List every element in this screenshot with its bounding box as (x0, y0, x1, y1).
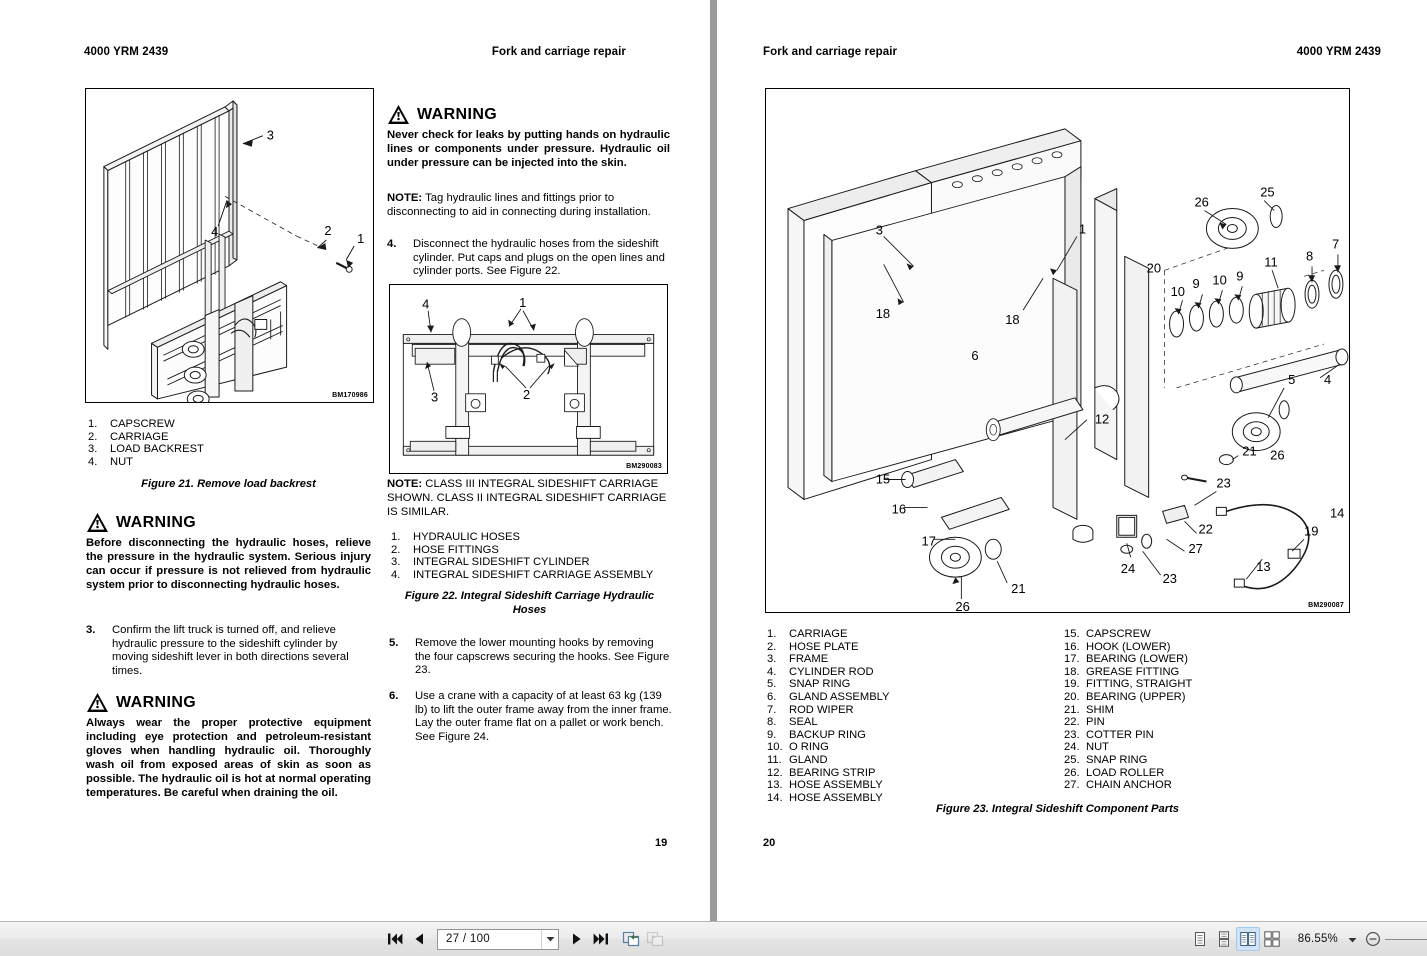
part-name: CAPSCREW (1086, 628, 1151, 640)
part-name: INTEGRAL SIDESHIFT CYLINDER (413, 556, 590, 569)
warning-text: Never check for leaks by putting hands on hydraulic lines or components under pressure. Hydraulic oil under pressure can be injected into the skin. (387, 129, 670, 169)
figure-22-parts-list (389, 531, 672, 581)
part-number: 10. (767, 741, 783, 754)
part-name: LOAD BACKREST (110, 443, 204, 456)
step-number: 3. (86, 624, 96, 636)
warning-header (86, 512, 371, 533)
part-name: CYLINDER ROD (789, 665, 874, 678)
figure-22-drawing (390, 285, 667, 473)
part-number: 18. (1064, 665, 1080, 678)
figure-23-callout-21: 21 (1011, 581, 1026, 597)
zoom-out-button[interactable] (1361, 927, 1385, 951)
part-number: 4. (767, 665, 777, 678)
next-page-icon (570, 932, 584, 946)
step-text: Confirm the lift truck is turned off, and relieve hydraulic pressure to the sideshift cylinder by moving sideshift lever in both directions several times. (112, 624, 349, 678)
page-number-left: 19 (655, 837, 668, 849)
figure-23-callout-18: 18 (875, 306, 891, 322)
figure-23-callout-6-leader: 6 (971, 347, 979, 363)
part-name: CARRIAGE (110, 430, 169, 443)
figure-22-caption: Figure 22. Integral Sideshift Carriage Hydraulic Hoses (404, 590, 655, 616)
parts-list-item (1062, 691, 1352, 704)
parts-list-item (86, 456, 366, 469)
first-page-icon (387, 932, 403, 946)
figure-23-callout-23b: 23 (1162, 571, 1177, 587)
previous-view-button[interactable] (619, 927, 643, 951)
part-number: 9. (767, 728, 777, 741)
continuous-scroll-view-icon (1216, 931, 1232, 947)
part-number: 17. (1064, 653, 1080, 666)
procedure-step-3 (86, 624, 371, 679)
figure-21-callout-2: 2 (324, 223, 332, 239)
warning-block-hydraulic-pressure (86, 512, 371, 593)
parts-list-item (389, 556, 672, 569)
page-number-right: 20 (763, 837, 776, 849)
part-name: O RING (789, 741, 829, 754)
part-name: GLAND (789, 753, 828, 766)
figure-22-callout-2: 2 (523, 386, 531, 402)
part-number: 13. (767, 779, 783, 792)
parts-list-item (1062, 779, 1352, 792)
part-name: COTTER PIN (1086, 728, 1154, 741)
figure-23-callout-7: 7 (1331, 236, 1340, 252)
page-header-left-section-title: Fork and carriage repair (491, 46, 626, 58)
page-number-value: 27 / 100 (446, 933, 490, 945)
part-name: FRAME (789, 653, 829, 666)
part-number: 6. (767, 690, 777, 703)
parts-list-item (765, 641, 1055, 654)
figure-23-callout-3: 3 (875, 222, 883, 238)
viewer-toolbar (0, 921, 1427, 956)
page-navigation-group (383, 927, 667, 951)
document-page-right[interactable] (717, 0, 1427, 921)
figure-23-callout-11: 11 (1264, 254, 1278, 270)
parts-list-item (1062, 729, 1352, 742)
part-name: BEARING (LOWER) (1086, 653, 1188, 666)
part-number: 27. (1064, 779, 1080, 792)
part-number: 3. (88, 443, 98, 456)
note-label: NOTE: (387, 478, 423, 490)
warning-block-protective-equipment (86, 692, 371, 800)
part-number: 24. (1064, 741, 1080, 754)
last-page-icon (593, 932, 609, 946)
part-number: 7. (767, 703, 777, 716)
note-block-tag-hoses (387, 192, 670, 220)
part-name: SNAP RING (1086, 753, 1148, 766)
figure-23-callout-20: 20 (1146, 260, 1162, 276)
figure-23-callout-26c: 26 (1270, 447, 1285, 463)
parts-list-item (765, 653, 1055, 666)
parts-list-item (1062, 678, 1352, 691)
parts-list-item (765, 628, 1055, 641)
part-name: BACKUP RING (789, 728, 866, 741)
part-name: GLAND ASSEMBLY (789, 690, 890, 703)
two-page-continuous-view-button[interactable] (1260, 927, 1284, 951)
single-page-view-button[interactable] (1188, 927, 1212, 951)
part-number: 3. (391, 556, 401, 569)
part-name: HOSE ASSEMBLY (789, 779, 883, 792)
figure-21-drawing-id: BM170986 (332, 392, 368, 399)
figure-23-callout-23: 23 (1216, 475, 1231, 491)
parts-list-item (765, 754, 1055, 767)
previous-view-icon (622, 931, 640, 947)
parts-list-item (1062, 716, 1352, 729)
figure-23-callout-10b: 10 (1212, 272, 1227, 288)
part-number: 2. (88, 430, 98, 443)
figure-23-callout-12: 12 (1094, 411, 1110, 427)
figure-23-callout-10: 10 (1170, 284, 1185, 300)
figure-21-callout-1: 1 (357, 231, 365, 247)
previous-page-button[interactable] (407, 927, 431, 951)
warning-triangle-icon (86, 692, 109, 713)
figure-22-callout-3: 3 (431, 389, 439, 405)
step-text: Remove the lower mounting hooks by removing the four capscrews securing the hooks. See Figure 23. (415, 637, 670, 677)
parts-list-item (765, 691, 1055, 704)
part-name: FITTING, STRAIGHT (1086, 678, 1193, 691)
figure-23-caption: Figure 23. Integral Sideshift Component Parts (935, 803, 1180, 815)
figure-21-callout-4: 4 (211, 224, 219, 240)
part-number: 5. (767, 678, 777, 691)
figure-21-illustration (85, 88, 374, 403)
step-number: 6. (389, 690, 399, 702)
part-name: HOSE FITTINGS (413, 543, 499, 556)
parts-list-item (765, 666, 1055, 679)
figure-23-callout-14: 14 (1329, 505, 1345, 521)
part-number: 15. (1064, 628, 1080, 640)
figure-23-callout-8: 8 (1306, 248, 1314, 264)
chevron-down-icon[interactable] (541, 930, 558, 949)
parts-list-item (765, 767, 1055, 780)
parts-list-item (1062, 754, 1352, 767)
parts-list-item (389, 569, 672, 582)
part-number: 11. (767, 753, 782, 766)
part-name: ROD WIPER (789, 703, 854, 716)
figure-23-callout-19: 19 (1304, 523, 1319, 539)
page-header-right-manual-number: 4000 YRM 2439 (1296, 46, 1381, 58)
part-name: LOAD ROLLER (1086, 766, 1165, 779)
parts-list-item (1062, 628, 1352, 641)
warning-text: Before disconnecting the hydraulic hoses, relieve the pressure in the hydraulic system. Serious injury can occur if pressure is not relieved from hydraulic system prior to disconnecting hydraulic hoses. (86, 537, 371, 591)
part-number: 23. (1064, 728, 1080, 741)
figure-23-parts-list-column-2 (1062, 628, 1352, 792)
single-page-view-icon (1192, 931, 1208, 947)
warning-triangle-icon (387, 104, 410, 125)
warning-header (86, 692, 371, 713)
zoom-level-value: 86.55% (1297, 933, 1338, 945)
part-name: HOSE PLATE (789, 640, 859, 653)
document-page-left[interactable] (0, 0, 710, 921)
figure-23-callout-4: 4 (1323, 371, 1332, 387)
procedure-step-4 (387, 238, 670, 279)
last-page-button[interactable] (589, 927, 613, 951)
part-number: 1. (767, 628, 777, 640)
warning-header (387, 104, 670, 125)
figure-22-drawing-id: BM290083 (626, 463, 662, 470)
parts-list-item (1062, 704, 1352, 717)
part-name: HOOK (LOWER) (1086, 640, 1171, 653)
figure-23-callout-26: 26 (955, 599, 970, 612)
note-label: NOTE: (387, 192, 423, 204)
step-number: 5. (389, 637, 399, 649)
parts-list-item (389, 544, 672, 557)
two-page-continuous-view-icon (1264, 931, 1280, 947)
figure-23-callout-18b: 18 (1005, 312, 1020, 328)
figure-23-parts-list-column-1 (765, 628, 1055, 804)
figure-23-callout-24: 24 (1120, 561, 1136, 577)
part-number: 19. (1064, 678, 1080, 691)
parts-list-item (86, 418, 366, 431)
part-name: BEARING STRIP (789, 766, 876, 779)
part-name: SHIM (1086, 703, 1114, 716)
step-text: Disconnect the hydraulic hoses from the sideshift cylinder. Put caps and plugs on the open lines and cylinder ports. See Figure 22. (413, 238, 665, 278)
parts-list-item (765, 741, 1055, 754)
parts-list-item (1062, 767, 1352, 780)
page-header-left-manual-number: 4000 YRM 2439 (84, 46, 169, 58)
figure-23-drawing-id: BM290087 (1308, 602, 1344, 609)
part-name: HYDRAULIC HOSES (413, 531, 520, 543)
procedure-step-6 (389, 690, 672, 745)
part-name: CARRIAGE (789, 628, 848, 640)
part-number: 4. (88, 455, 98, 468)
part-number: 4. (391, 568, 401, 581)
figure-23-callout-22: 22 (1198, 521, 1213, 537)
warning-label: WARNING (116, 693, 197, 711)
page-header-right-section-title: Fork and carriage repair (763, 46, 898, 58)
note-text: CLASS III INTEGRAL SIDESHIFT CARRIAGE SHOWN. CLASS II INTEGRAL SIDESHIFT CARRIAGE IS SIMILAR. (387, 478, 667, 518)
figure-21-caption: Figure 21. Remove load backrest (141, 478, 316, 490)
parts-list-item (86, 431, 366, 444)
figure-23-callout-25: 25 (1260, 184, 1275, 200)
figure-23-callout-5: 5 (1288, 371, 1296, 387)
parts-list-item (389, 531, 672, 544)
parts-list-item (1062, 666, 1352, 679)
figure-22-note (387, 478, 670, 519)
parts-list-item (765, 678, 1055, 691)
parts-list-item (765, 716, 1055, 729)
next-view-button[interactable] (643, 927, 667, 951)
warning-label: WARNING (116, 513, 197, 531)
figure-22-illustration (389, 284, 668, 474)
two-page-view-button[interactable] (1236, 927, 1260, 951)
page-gutter (710, 0, 717, 921)
page-number-input[interactable] (437, 929, 559, 950)
figure-23-callout-27: 27 (1188, 541, 1203, 557)
figure-22-callout-4: 4 (422, 296, 430, 312)
next-page-button[interactable] (565, 927, 589, 951)
part-number: 8. (767, 716, 777, 729)
continuous-scroll-view-button[interactable] (1212, 927, 1236, 951)
part-name: CAPSCREW (110, 418, 175, 430)
part-name: NUT (1086, 741, 1109, 754)
warning-label: WARNING (417, 105, 498, 123)
figure-23-callout-16: 16 (891, 501, 907, 517)
parts-list-item (86, 443, 366, 456)
figure-23-drawing (766, 89, 1349, 612)
warning-triangle-icon (86, 512, 109, 533)
figure-23-callout-13: 13 (1256, 559, 1271, 575)
figure-23-callout-9: 9 (1192, 276, 1200, 292)
note-text: Tag hydraulic lines and fittings prior to disconnecting to aid in connecting during installation. (387, 192, 651, 218)
figure-23-callout-26b: 26 (1194, 194, 1209, 210)
part-number: 3. (767, 653, 777, 666)
part-number: 2. (391, 543, 401, 556)
two-page-view-icon (1240, 931, 1256, 947)
parts-list-item (1062, 741, 1352, 754)
part-name: INTEGRAL SIDESHIFT CARRIAGE ASSEMBLY (413, 568, 654, 581)
previous-page-icon (412, 932, 426, 946)
part-name: SEAL (789, 716, 818, 729)
zoom-dropdown-chevron-icon[interactable] (1348, 930, 1357, 948)
next-view-icon (646, 931, 664, 947)
figure-21-drawing (86, 89, 373, 402)
part-number: 1. (88, 418, 98, 430)
figure-23-illustration (765, 88, 1350, 613)
zoom-slider-track[interactable] (1385, 939, 1427, 940)
step-text: Use a crane with a capacity of at least 63 kg (139 lb) to lift the outer frame away from the inner frame. Lay the outer frame flat on a pallet or work bench. See Figure 24. (415, 690, 672, 744)
part-number: 25. (1064, 753, 1080, 766)
part-number: 12. (767, 766, 783, 779)
part-name: NUT (110, 455, 133, 468)
parts-list-item (765, 729, 1055, 742)
figure-23-callout-9b: 9 (1236, 268, 1244, 284)
figure-22-callout-1: 1 (519, 294, 527, 310)
view-and-zoom-group (1188, 927, 1427, 951)
figure-21-parts-list (86, 418, 366, 468)
first-page-button[interactable] (383, 927, 407, 951)
parts-list-item (1062, 641, 1352, 654)
part-number: 16. (1064, 640, 1080, 653)
part-name: BEARING (UPPER) (1086, 690, 1186, 703)
step-number: 4. (387, 238, 397, 250)
part-name: CHAIN ANCHOR (1086, 779, 1172, 792)
warning-text: Always wear the proper protective equipment including eye protection and petroleum-resistant gloves when handling hydraulic oil. Thoroughly wash oil from exposed areas of skin as soon as possible. The hydraulic oil is hot at normal operating temperatures. Be careful when draining the oil. (86, 717, 371, 799)
parts-list-item (765, 779, 1055, 792)
figure-23-callout-15: 15 (875, 471, 891, 487)
parts-list-item (765, 704, 1055, 717)
part-number: 1. (391, 531, 401, 543)
part-name: HOSE ASSEMBLY (789, 791, 883, 804)
part-number: 20. (1064, 690, 1080, 703)
part-number: 2. (767, 640, 777, 653)
part-name: SNAP RING (789, 678, 851, 691)
part-number: 22. (1064, 716, 1080, 729)
part-number: 14. (767, 791, 783, 804)
warning-block-leak-check (387, 104, 670, 171)
part-number: 21. (1064, 703, 1080, 716)
parts-list-item (1062, 653, 1352, 666)
zoom-out-icon (1365, 931, 1381, 947)
part-name: PIN (1086, 716, 1105, 729)
figure-23-callout-17: 17 (921, 533, 936, 549)
figure-23-callout-1: 1 (1078, 221, 1087, 237)
figure-21-callout-3: 3 (266, 127, 274, 143)
part-name: GREASE FITTING (1086, 665, 1180, 678)
part-number: 26. (1064, 766, 1080, 779)
figure-23-callout-21b: 21 (1242, 443, 1257, 459)
procedure-step-5 (389, 637, 672, 678)
